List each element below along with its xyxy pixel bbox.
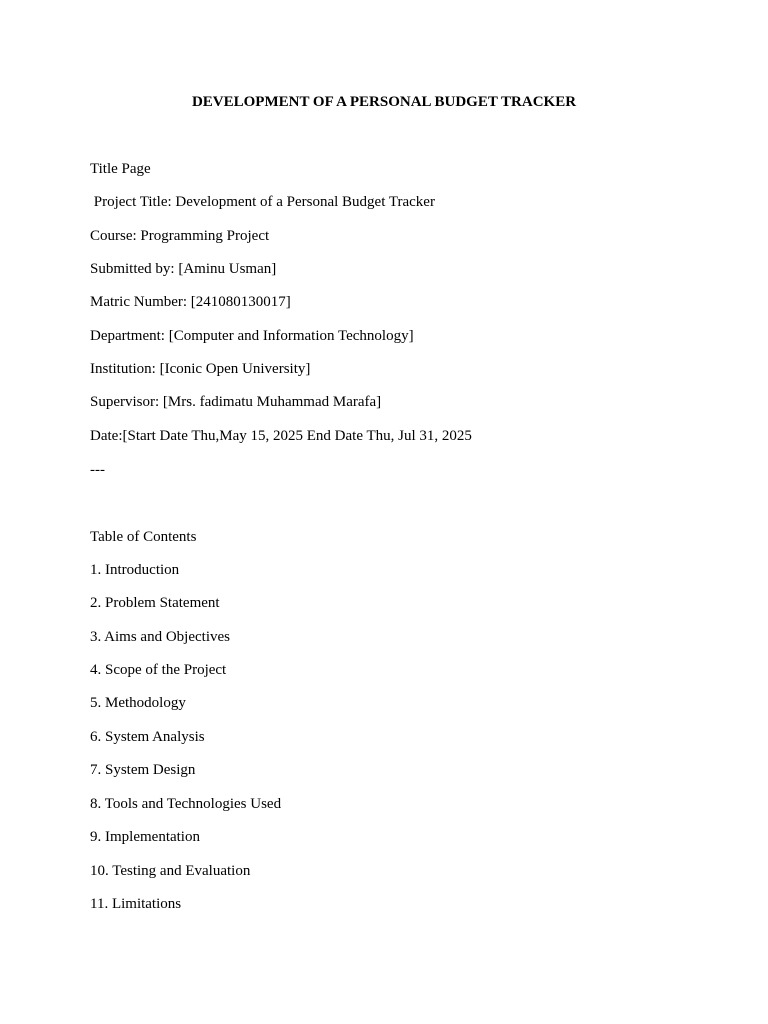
toc-item-limitations: 11. Limitations	[90, 896, 182, 912]
toc-item-system-design: 7. System Design	[90, 762, 196, 778]
toc-item-scope: 4. Scope of the Project	[90, 662, 227, 678]
department-line: Department: [Computer and Information Technology]	[90, 328, 414, 344]
section-separator: ---	[90, 462, 105, 478]
title-page-heading: Title Page	[90, 161, 151, 177]
project-title-line: Project Title: Development of a Personal Budget Tracker	[90, 194, 435, 210]
toc-item-implementation: 9. Implementation	[90, 829, 200, 845]
toc-item-introduction: 1. Introduction	[90, 562, 180, 578]
toc-item-aims-objectives: 3. Aims and Objectives	[90, 629, 230, 645]
toc-item-system-analysis: 6. System Analysis	[90, 729, 205, 745]
date-line: Date:[Start Date Thu,May 15, 2025 End Date Thu, Jul 31, 2025	[90, 428, 472, 444]
matric-number-line: Matric Number: [241080130017]	[90, 294, 291, 310]
submitted-by-line: Submitted by: [Aminu Usman]	[90, 261, 277, 277]
toc-item-testing: 10. Testing and Evaluation	[90, 863, 251, 879]
document-title: DEVELOPMENT OF A PERSONAL BUDGET TRACKER	[191, 94, 577, 110]
institution-line: Institution: [Iconic Open University]	[90, 361, 311, 377]
toc-item-tools: 8. Tools and Technologies Used	[90, 796, 282, 812]
course-line: Course: Programming Project	[90, 228, 270, 244]
toc-item-methodology: 5. Methodology	[90, 695, 186, 711]
toc-item-problem-statement: 2. Problem Statement	[90, 595, 220, 611]
supervisor-line: Supervisor: [Mrs. fadimatu Muhammad Marafa]	[90, 394, 382, 410]
toc-heading: Table of Contents	[90, 529, 197, 545]
